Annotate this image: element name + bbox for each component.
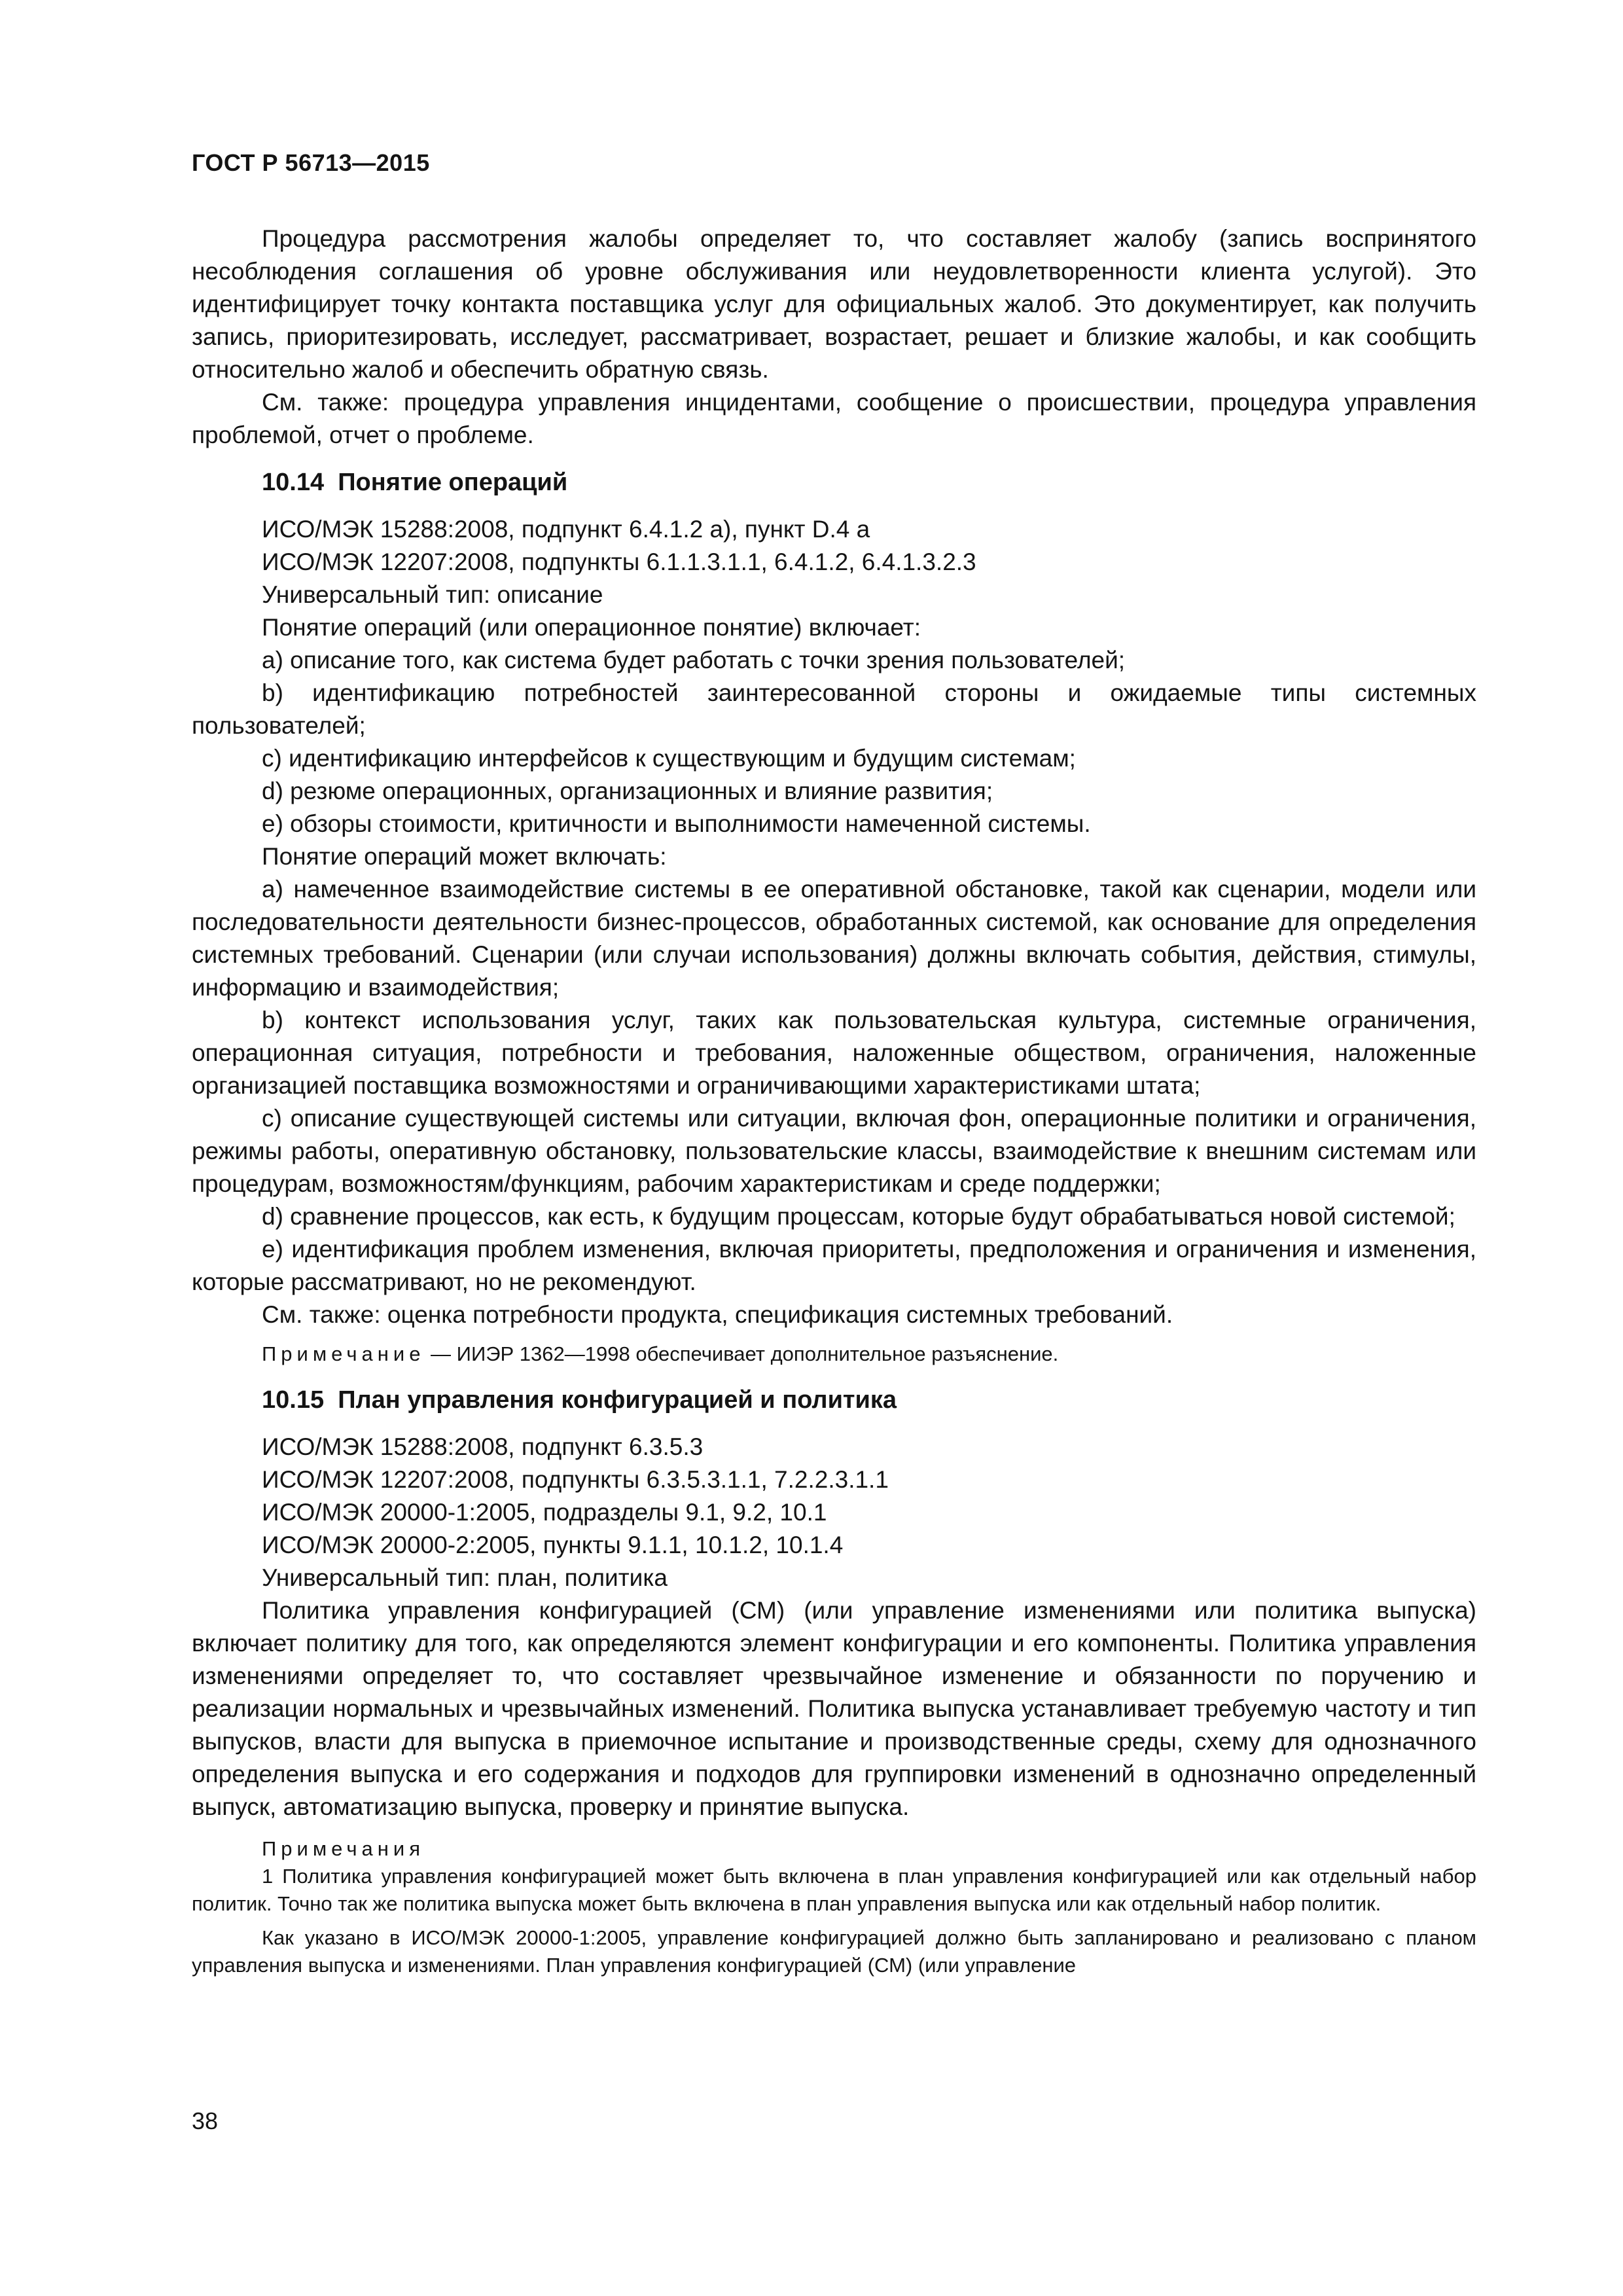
reference-line: ИСО/МЭК 20000-2:2005, пункты 9.1.1, 10.1.2, 10.1.4 <box>262 1532 844 1558</box>
list-item: d) резюме операционных, организационных и влияние развития; <box>262 778 993 804</box>
list-item: c) описание существующей системы или ситуации, включая фон, операционные политики и ограничения, режимы работы, оперативную обстановку, пользовательские классы, взаимодействие к внешним системам или процедурам, возможностям/функциям, рабочим характеристикам и среде поддержки; <box>192 1105 1476 1197</box>
note-item: Как указано в ИСО/МЭК 20000-1:2005, управление конфигурацией должно быть запланировано и реализовано с планом управления выпуска и изменениями. План управления конфигурацией (СМ) (или управление <box>192 1926 1476 1977</box>
section-10-15-heading <box>262 1384 1476 1416</box>
list-item: а) намеченное взаимодействие системы в ее оперативной обстановке, такой как сценарии, модели или последовательности деятельности бизнес-процессов, обработанных системой, как основание для определения системных требований. Сценарии (или случаи использования) должны включать события, действия, стимулы, информацию и взаимодействия; <box>192 876 1476 1001</box>
list-item: d) сравнение процессов, как есть, к будущим процессам, которые будут обрабатываться новой системой; <box>262 1203 1455 1230</box>
intro-see-also: См. также: процедура управления инцидентами, сообщение о происшествии, процедура управления проблемой, отчет о проблеме. <box>192 389 1476 448</box>
list-item: b) идентификацию потребностей заинтересованной стороны и ожидаемые типы системных пользователей; <box>192 679 1476 739</box>
list-item: e) обзоры стоимости, критичности и выполнимости намеченной системы. <box>262 810 1091 837</box>
list-lead: Понятие операций может включать: <box>262 843 667 870</box>
notes-label: Примечания <box>262 1837 425 1860</box>
section-number: 10.14 <box>262 469 325 496</box>
document-body <box>192 223 1476 1979</box>
note-text: — ИИЭР 1362—1998 обеспечивает дополнительное разъяснение. <box>425 1342 1059 1365</box>
section-title: План управления конфигурацией и политика <box>338 1386 897 1414</box>
note <box>192 1340 1476 1368</box>
intro-paragraph-1: Процедура рассмотрения жалобы определяет то, что составляет жалобу (запись воспринятого несоблюдения соглашения об уровне обслуживания или неудовлетворенности клиента услугой). Это идентифицирует точку контакта поставщика услуг для официальных жалоб. Это документирует, как получить запись, приоритезировать, исследует, рассматривает, возрастает, решает и близкие жалобы, и как сообщить относительно жалоб и обеспечить обратную связь. <box>192 225 1476 383</box>
see-also: См. также: оценка потребности продукта, спецификация системных требований. <box>262 1301 1173 1328</box>
reference-line: Универсальный тип: описание <box>262 581 603 608</box>
reference-line: ИСО/МЭК 15288:2008, подпункт 6.4.1.2 а), пункт D.4 а <box>262 516 870 543</box>
reference-line: ИСО/МЭК 12207:2008, подпункты 6.3.5.3.1.1, 7.2.2.3.1.1 <box>262 1466 889 1493</box>
section-number: 10.15 <box>262 1386 325 1414</box>
list-item: а) описание того, как система будет работать с точки зрения пользователей; <box>262 647 1126 673</box>
list-item: c) идентификацию интерфейсов к существующим и будущим системам; <box>262 745 1076 772</box>
document-header-id: ГОСТ Р 56713—2015 <box>192 149 430 176</box>
section-10-14-heading <box>262 466 1476 499</box>
note-label: Примечание <box>262 1342 425 1365</box>
section-body: Политика управления конфигурацией (СМ) (или управление изменениями или политика выпуска) включает политику для того, как определяются элемент конфигурации и его компоненты. Политика управления изменениями определяет то, что составляет чрезвычайное изменение и обязанности по поручению и реализации нормальных и чрезвычайных изменений. Политика выпуска устанавливает требуемую частоту и тип выпусков, власти для выпуска в приемочное испытание и производственные среды, схему для однозначного определения выпуска и его содержания и подходов для группировки изменений в однозначно определенный выпуск, автоматизацию выпуска, проверку и принятие выпуска. <box>192 1597 1476 1820</box>
list-item: e) идентификация проблем изменения, включая приоритеты, предположения и ограничения и изменения, которые рассматривают, но не рекомендуют. <box>192 1236 1476 1295</box>
list-lead: Понятие операций (или операционное понятие) включает: <box>262 614 921 641</box>
page-number: 38 <box>192 2108 219 2134</box>
reference-line: ИСО/МЭК 15288:2008, подпункт 6.3.5.3 <box>262 1433 704 1460</box>
list-item: b) контекст использования услуг, таких как пользовательская культура, системные ограничения, операционная ситуация, потребности и требования, наложенные обществом, ограничения, наложенные организацией поставщика возможностями и ограничивающими характеристиками штата; <box>192 1007 1476 1099</box>
section-title: Понятие операций <box>338 469 568 496</box>
reference-line: ИСО/МЭК 20000-1:2005, подразделы 9.1, 9.2, 10.1 <box>262 1499 827 1526</box>
note-item: 1 Политика управления конфигурацией может быть включена в план управления конфигурацией или как отдельный набор политик. Точно так же политика выпуска может быть включена в план управления выпуска или как отдельный набор политик. <box>192 1865 1476 1915</box>
reference-line: ИСО/МЭК 12207:2008, подпункты 6.1.1.3.1.1, 6.4.1.2, 6.4.1.3.2.3 <box>262 548 976 575</box>
reference-line: Универсальный тип: план, политика <box>262 1564 668 1591</box>
